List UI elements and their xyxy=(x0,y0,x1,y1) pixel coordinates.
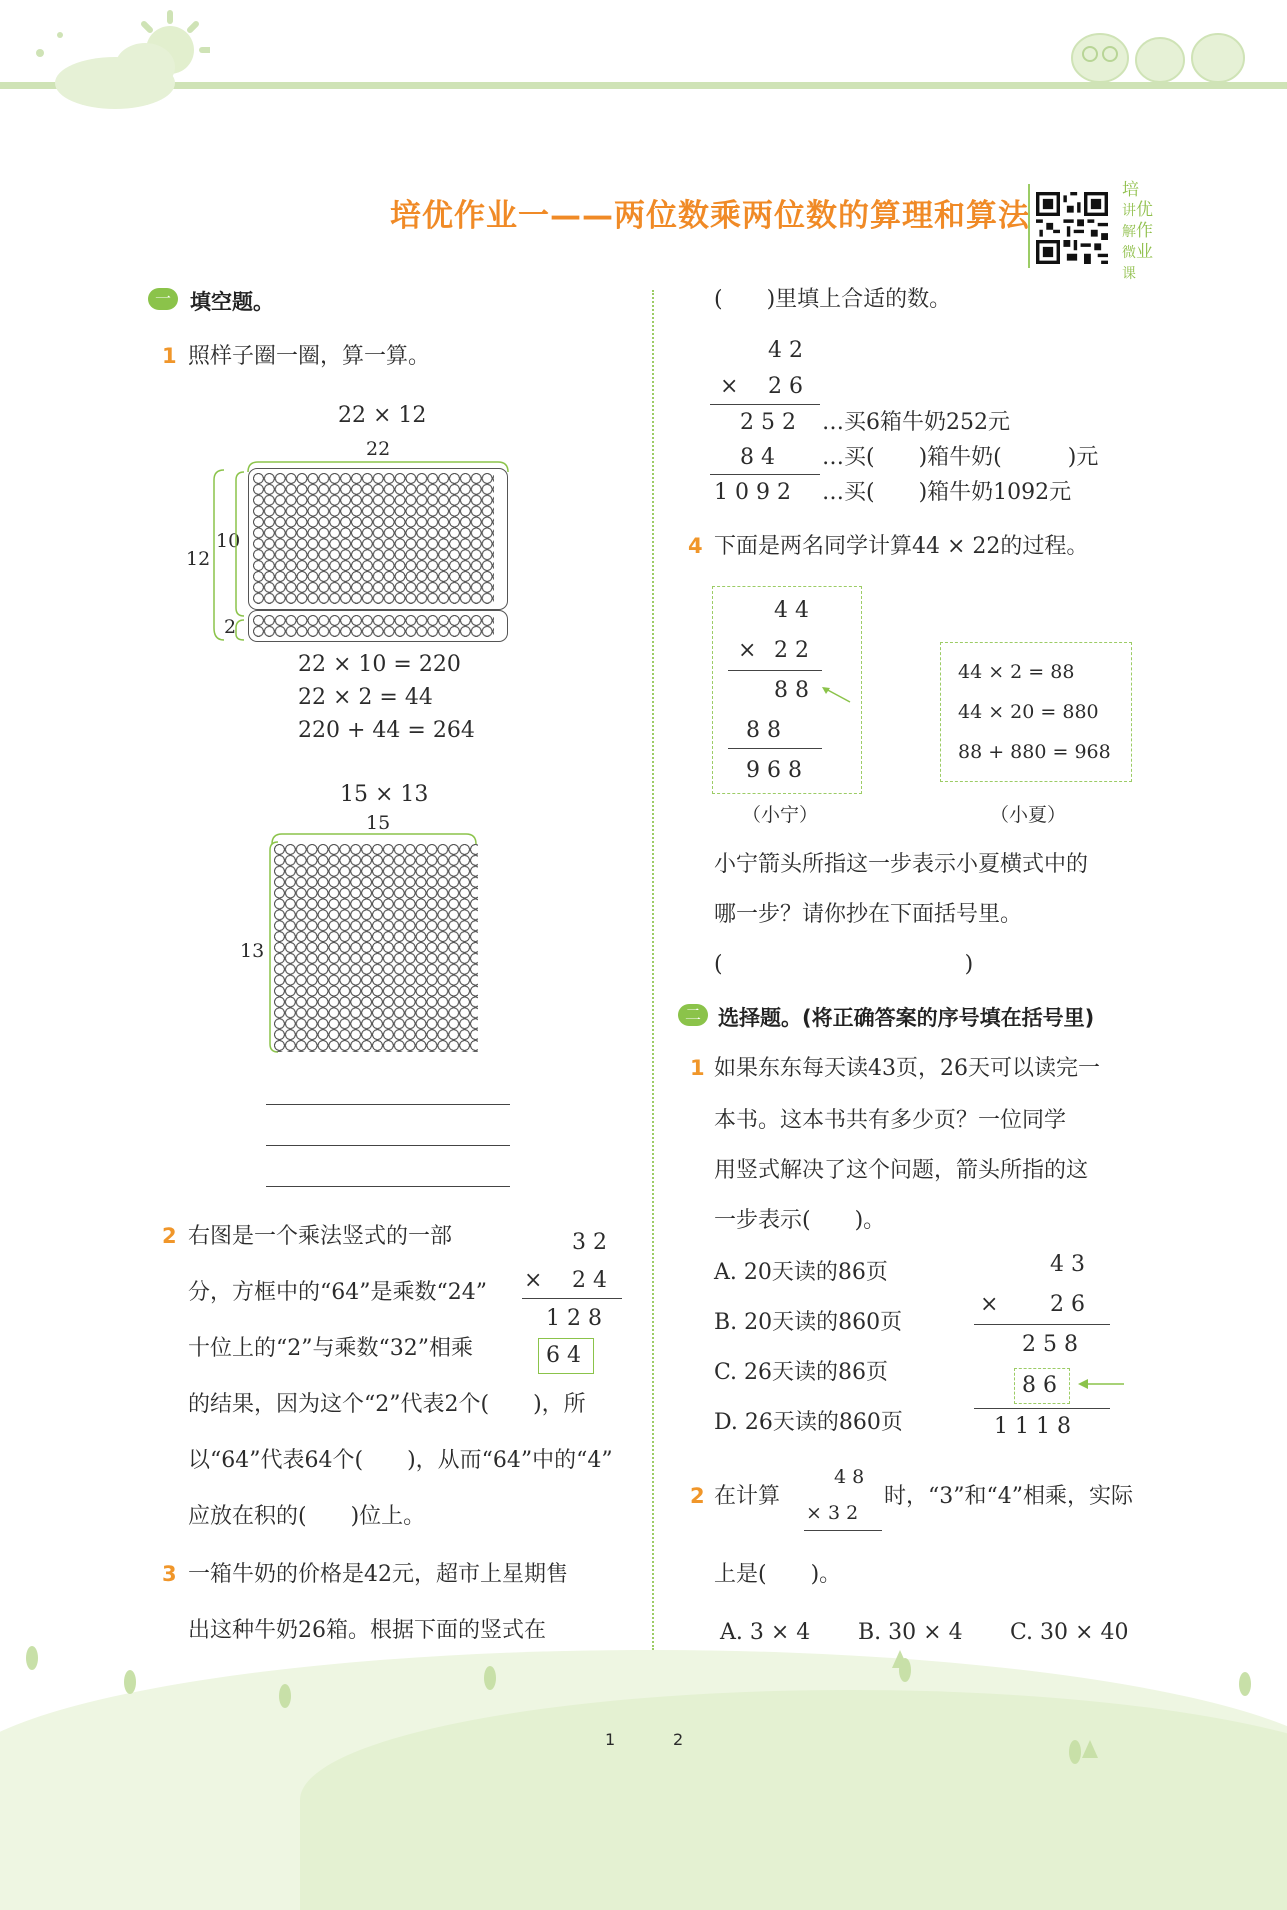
qr-caption: 培 讲优 解作 微业 课 xyxy=(1122,180,1153,282)
question-text: 照样子圈一圈，算一算。 xyxy=(188,344,431,369)
calc-digit-row: 2 5 8 xyxy=(1022,1332,1078,1357)
question-text: 哪一步？请你抄在下面括号里。 xyxy=(714,902,1023,927)
calc-digit-row: 4 2 xyxy=(768,338,803,363)
calc-digit-row: 8 4 xyxy=(740,445,775,470)
option-b[interactable]: B. 20天读的860页 xyxy=(714,1310,903,1335)
question-text: 时，“3”和“4”相乘，实际 xyxy=(884,1484,1133,1509)
question-text: 一箱牛奶的价格是42元，超市上星期售 xyxy=(188,1562,568,1587)
section-badge: 一 xyxy=(148,288,178,310)
example-title: 15 × 13 xyxy=(340,782,429,807)
question-number: 2 xyxy=(162,1224,177,1248)
grid-top-label: 22 xyxy=(366,438,391,460)
animal-illustration xyxy=(1060,20,1250,85)
answer-line[interactable] xyxy=(266,1104,510,1105)
question-text: ( )里填上合适的数。 xyxy=(714,287,952,312)
grid-left-label-outer: 12 xyxy=(186,548,211,570)
calc-digit-row: 4 8 xyxy=(834,1466,865,1488)
option-c[interactable]: C. 30 × 40 xyxy=(1010,1620,1129,1645)
calc-operator: × xyxy=(980,1292,999,1317)
question-text: 在计算 xyxy=(714,1484,781,1509)
calc-digit-row: 8 8 xyxy=(746,718,781,743)
question-text: 下面是两名同学计算44 × 22的过程。 xyxy=(714,534,1089,559)
question-text: 上是( )。 xyxy=(714,1562,842,1587)
calc-digit-row: 1 0 9 2 xyxy=(714,480,791,505)
circle-group-10-rows xyxy=(248,468,508,610)
calc-digit-row: 8 6 xyxy=(1022,1373,1057,1398)
calc-digit-row: 2 4 xyxy=(572,1268,607,1293)
calc-line: 88 + 880 = 968 xyxy=(958,741,1111,763)
calc-digit-row: 1 2 8 xyxy=(546,1306,602,1331)
option-d[interactable]: D. 26天读的860页 xyxy=(714,1410,903,1435)
grid-left-label: 13 xyxy=(240,940,265,962)
calc-rule xyxy=(522,1298,622,1299)
circle-grid-15x13 xyxy=(274,844,478,1052)
option-c[interactable]: C. 26天读的86页 xyxy=(714,1360,889,1385)
calc-rule xyxy=(728,748,822,749)
calc-line: 44 × 2 = 88 xyxy=(958,661,1075,683)
question-text: 分，方框中的“64”是乘数“24” xyxy=(188,1280,487,1305)
arrow-icon xyxy=(1076,1376,1126,1392)
calc-rule xyxy=(710,474,820,475)
grid-left-label-2: 2 xyxy=(224,616,237,638)
question-text: 应放在积的( )位上。 xyxy=(188,1504,426,1529)
calc-digit-row: × 3 2 xyxy=(806,1502,859,1524)
brace-left xyxy=(206,468,250,644)
calc-digit-row: 1 1 1 8 xyxy=(994,1414,1071,1439)
answer-line[interactable] xyxy=(266,1186,510,1187)
calc-digit-row: 9 6 8 xyxy=(746,758,802,783)
grid-left-label-10: 10 xyxy=(216,530,241,552)
calc-digit-row: 2 5 2 xyxy=(740,410,796,435)
calc-rule xyxy=(710,404,820,405)
calc-operator: × xyxy=(524,1268,543,1293)
question-number: 1 xyxy=(162,344,177,368)
question-number: 3 xyxy=(162,1562,177,1586)
calc-operator: × xyxy=(738,638,757,663)
answer-blank[interactable]: ( ) xyxy=(714,952,974,977)
sun-cloud-illustration xyxy=(20,5,210,115)
page-number-right: 2 xyxy=(673,1730,684,1749)
circle-group-2-rows xyxy=(248,610,508,642)
xiaxia-label: （小夏） xyxy=(990,804,1067,826)
question-text: 以“64”代表64个( )，从而“64”中的“4” xyxy=(188,1448,613,1473)
tree-decoration xyxy=(0,1630,1287,1789)
calc-digit-row: 3 2 xyxy=(572,1230,607,1255)
calc-rule xyxy=(974,1324,1110,1325)
calc-digit-row: 4 3 xyxy=(1050,1252,1085,1277)
calc-digit-row: 6 4 xyxy=(546,1343,581,1368)
option-a[interactable]: A. 3 × 4 xyxy=(720,1620,811,1645)
question-text: 十位上的“2”与乘数“32”相乘 xyxy=(188,1336,473,1361)
question-text: 的结果，因为这个“2”代表2个( )，所 xyxy=(188,1392,586,1417)
section-badge: 二 xyxy=(678,1004,708,1026)
calc-operator: × xyxy=(720,374,739,399)
calc-rule xyxy=(974,1408,1110,1409)
calc-note: …买6箱牛奶252元 xyxy=(822,410,1010,435)
calc-digit-row: 2 6 xyxy=(768,374,803,399)
xiaoning-label: （小宁） xyxy=(742,804,819,826)
calc-rule xyxy=(728,670,822,671)
section-title: 选择题。(将正确答案的序号填在括号里) xyxy=(718,1006,1095,1030)
calc-digit-row: 2 2 xyxy=(774,638,809,663)
question-text: 出这种牛奶26箱。根据下面的竖式在 xyxy=(188,1618,546,1643)
question-text: 如果东东每天读43页，26天可以读完一 xyxy=(714,1056,1100,1081)
column-divider xyxy=(652,290,654,1650)
question-number: 2 xyxy=(690,1484,705,1508)
option-b[interactable]: B. 30 × 4 xyxy=(858,1620,963,1645)
calc-digit-row: 2 6 xyxy=(1050,1292,1085,1317)
question-number: 4 xyxy=(688,534,703,558)
grid-top-label: 15 xyxy=(366,812,391,834)
question-text: 用竖式解决了这个问题，箭头所指的这 xyxy=(714,1158,1089,1183)
calc-line: 22 × 2 = 44 xyxy=(298,685,433,710)
calc-digit-row: 4 4 xyxy=(774,598,809,623)
question-text: 右图是一个乘法竖式的一部 xyxy=(188,1224,453,1249)
section-title: 填空题。 xyxy=(190,290,274,314)
page-title: 培优作业一——两位数乘两位数的算理和算法 xyxy=(390,198,1030,234)
calc-line: 220 + 44 = 264 xyxy=(298,718,475,743)
example-title: 22 × 12 xyxy=(338,403,427,428)
qr-frame xyxy=(1028,184,1118,268)
question-text: 小宁箭头所指这一步表示小夏横式中的 xyxy=(714,852,1089,877)
question-number: 1 xyxy=(690,1056,705,1080)
page-number-left: 1 xyxy=(605,1730,616,1749)
answer-line[interactable] xyxy=(266,1145,510,1146)
question-text: 一步表示( )。 xyxy=(714,1208,886,1233)
arrow-icon xyxy=(818,684,852,706)
question-text: 本书。这本书共有多少页？一位同学 xyxy=(714,1108,1067,1133)
calc-digit-row: 8 8 xyxy=(774,678,809,703)
calc-note: …买( )箱牛奶1092元 xyxy=(822,480,1072,505)
option-a[interactable]: A. 20天读的86页 xyxy=(714,1260,888,1285)
calc-line: 44 × 20 = 880 xyxy=(958,701,1099,723)
calc-rule xyxy=(804,1530,882,1531)
calc-line: 22 × 10 = 220 xyxy=(298,652,461,677)
calc-note: …买( )箱牛奶( )元 xyxy=(822,445,1099,470)
